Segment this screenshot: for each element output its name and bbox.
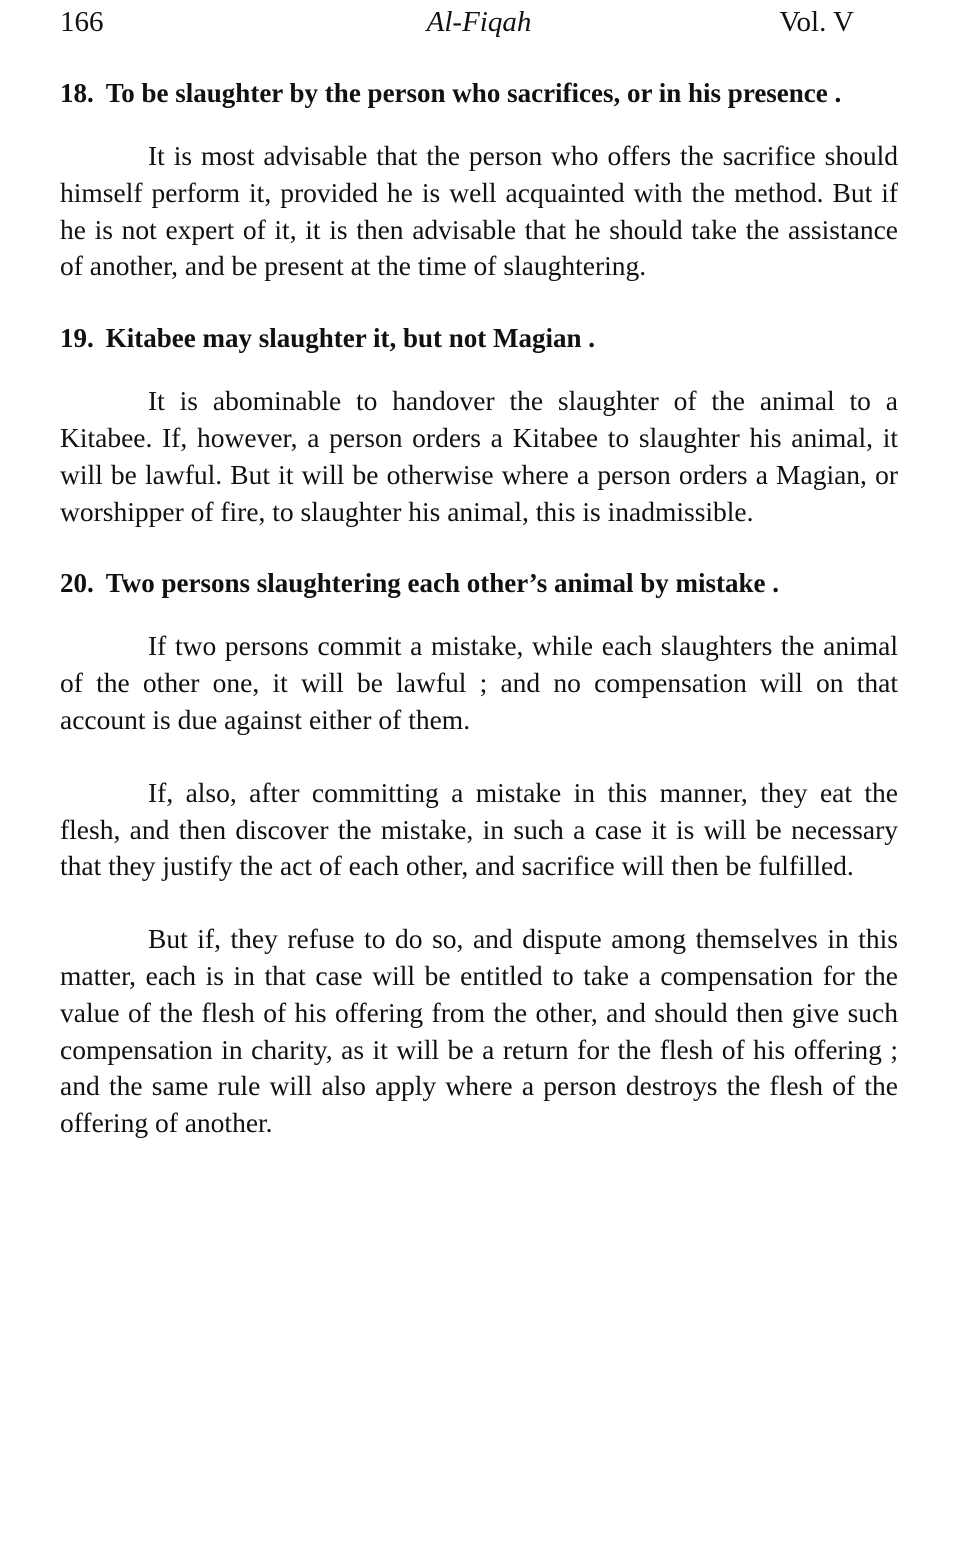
paragraph: It is most advisable that the person who offers the sacrifice should himself perform it, provided he is well acquainted with the method. But if he is not expert of it, it is then advisable that he should take the assistance of another, and be present at the time of slaughtering. (60, 140, 898, 282)
section-heading (60, 75, 898, 112)
paragraph: It is abominable to handover the slaughter of the animal to a Kitabee. If, however, a person orders a Kitabee to slaughter his animal, it will be lawful. But it will be otherwise where a person orders a Magian, or worshipper of fire, to slaughter his animal, this is inadmissible. (60, 385, 898, 527)
section-heading (60, 320, 898, 357)
paragraph: If two persons commit a mistake, while each slaughters the animal of the other one, it will be lawful ; and no compensation will on that account is due against either of them. (60, 630, 898, 735)
section-heading (60, 565, 898, 602)
section-18 (60, 75, 898, 285)
section-19 (60, 320, 898, 530)
section-heading-text: Kitabee may slaughter it, but not Magian . (105, 323, 596, 354)
section-number: 20. (60, 568, 94, 599)
section-20 (60, 565, 898, 1142)
book-title: Al-Fiqah (426, 6, 532, 38)
section-number: 19. (60, 323, 94, 354)
book-page (60, 0, 898, 1142)
section-heading-text: To be slaughter by the person who sacrifices, or in his presence . (105, 78, 842, 108)
running-header (60, 0, 898, 48)
paragraph: If, also, after committing a mistake in this manner, they eat the flesh, and then discover the mistake, in such a case it is will be necessary that they justify the act of each other, and sacrifice will then be fulfilled. (60, 776, 898, 882)
section-number: 18. (60, 78, 94, 108)
paragraph: But if, they refuse to do so, and dispute among themselves in this matter, each is in that case will be entitled to take a compensation for the value of the flesh of his offering from the other, and should then give such compensation in charity, as it will be a return for the flesh of his offering ; and the same rule will also apply where a person destroys the flesh of the offering of another. (60, 923, 898, 1139)
section-heading-text: Two persons slaughtering each other’s animal by mistake . (105, 568, 779, 599)
page-number: 166 (60, 6, 104, 38)
volume-label: Vol. V (779, 6, 854, 38)
